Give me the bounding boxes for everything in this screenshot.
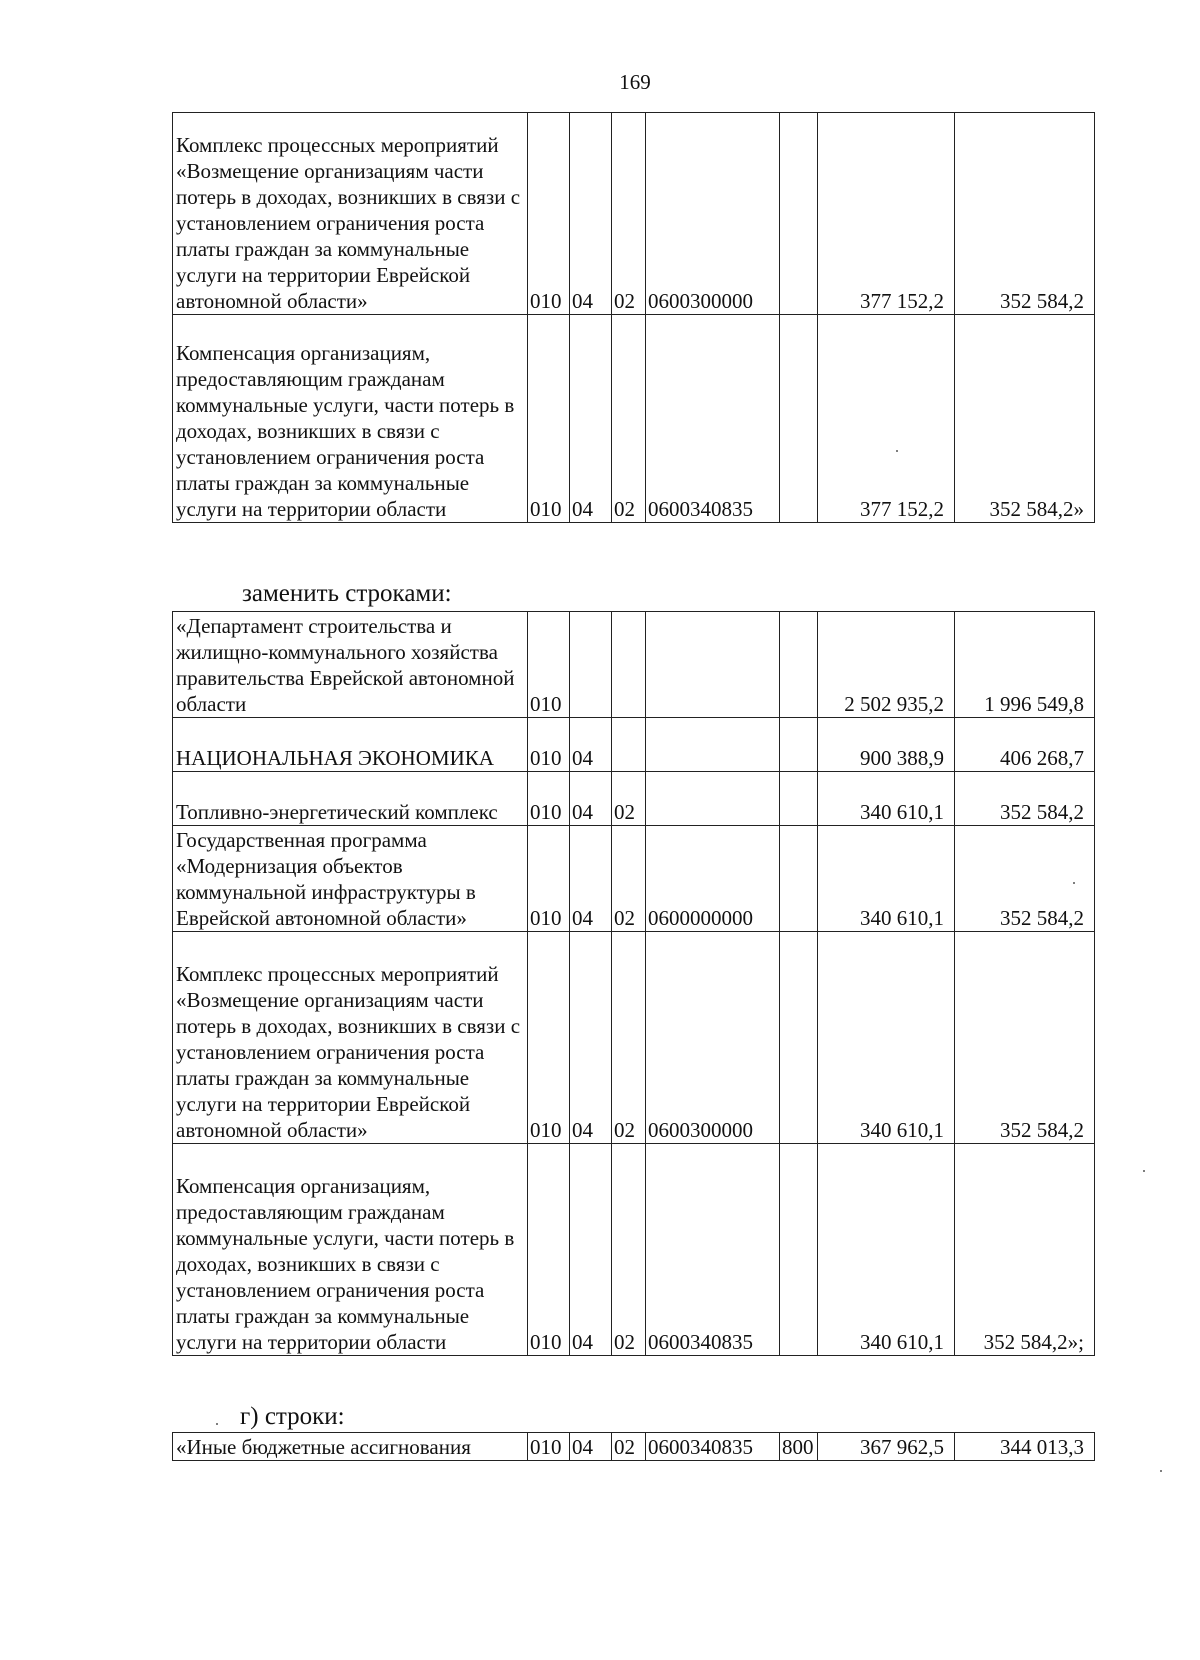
expense-type-code bbox=[780, 1144, 818, 1356]
row-name: Компенсация организациям, предоставляющим гражданам коммунальные услуги, части потерь в доходах, возникших в связи с установлением ограничения роста платы граждан за коммунальные услуги на территории области bbox=[173, 315, 528, 523]
target-article-code: 0600300000 bbox=[646, 932, 780, 1144]
subsection-code: 02 bbox=[612, 1144, 646, 1356]
amount-year-2: 352 584,2» bbox=[955, 315, 1095, 523]
section-code bbox=[570, 612, 612, 718]
replace-heading: заменить строками: bbox=[242, 580, 452, 607]
ministry-code: 010 bbox=[528, 315, 570, 523]
target-article-code bbox=[646, 612, 780, 718]
row-name: Комплекс процессных мероприятий «Возмещение организациям части потерь в доходах, возникших в связи с установлением ограничения роста платы граждан за коммунальные услуги на территории Еврейской автономной области» bbox=[173, 932, 528, 1144]
table-row bbox=[173, 1144, 1095, 1356]
amount-year-2: 352 584,2 bbox=[955, 772, 1095, 826]
amount-year-2: 352 584,2»; bbox=[955, 1144, 1095, 1356]
table-row bbox=[173, 612, 1095, 718]
section-code: 04 bbox=[570, 718, 612, 772]
row-name: «Иные бюджетные ассигнования bbox=[173, 1433, 528, 1461]
table-row bbox=[173, 315, 1095, 523]
amount-year-1: 377 152,2 bbox=[818, 113, 955, 315]
table-row bbox=[173, 932, 1095, 1144]
ministry-code: 010 bbox=[528, 1144, 570, 1356]
expense-type-code: 800 bbox=[780, 1433, 818, 1461]
amount-year-2: 406 268,7 bbox=[955, 718, 1095, 772]
ministry-code: 010 bbox=[528, 113, 570, 315]
amount-year-1: 340 610,1 bbox=[818, 932, 955, 1144]
target-article-code: 0600000000 bbox=[646, 826, 780, 932]
ministry-code: 010 bbox=[528, 772, 570, 826]
amount-year-1: 900 388,9 bbox=[818, 718, 955, 772]
page-number: 169 bbox=[619, 70, 651, 94]
table-row bbox=[173, 1433, 1095, 1461]
budget-table-replacement bbox=[172, 611, 1095, 1356]
amount-year-1: 340 610,1 bbox=[818, 826, 955, 932]
section-code: 04 bbox=[570, 772, 612, 826]
ministry-code: 010 bbox=[528, 718, 570, 772]
section-code: 04 bbox=[570, 315, 612, 523]
target-article-code: 0600340835 bbox=[646, 1144, 780, 1356]
ministry-code: 010 bbox=[528, 612, 570, 718]
target-article-code: 0600340835 bbox=[646, 315, 780, 523]
table-row bbox=[173, 718, 1095, 772]
scan-speck bbox=[1143, 1170, 1145, 1172]
subsection-code bbox=[612, 612, 646, 718]
row-name: Государственная программа «Модернизация объектов коммунальной инфраструктуры в Еврейской автономной области» bbox=[173, 826, 528, 932]
amount-year-1: 367 962,5 bbox=[818, 1433, 955, 1461]
amount-year-1: 2 502 935,2 bbox=[818, 612, 955, 718]
table-row bbox=[173, 113, 1095, 315]
row-name: Комплекс процессных мероприятий «Возмещение организациям части потерь в доходах, возникших в связи с установлением ограничения роста платы граждан за коммунальные услуги на территории Еврейской автономной области» bbox=[173, 113, 528, 315]
ministry-code: 010 bbox=[528, 826, 570, 932]
section-code: 04 bbox=[570, 932, 612, 1144]
ministry-code: 010 bbox=[528, 932, 570, 1144]
section-code: 04 bbox=[570, 1433, 612, 1461]
row-name: «Департамент строительства и жилищно-коммунального хозяйства правительства Еврейской автономной области bbox=[173, 612, 528, 718]
scan-speck bbox=[896, 450, 898, 452]
amount-year-2: 1 996 549,8 bbox=[955, 612, 1095, 718]
expense-type-code bbox=[780, 826, 818, 932]
amount-year-1: 377 152,2 bbox=[818, 315, 955, 523]
ministry-code: 010 bbox=[528, 1433, 570, 1461]
subsection-code: 02 bbox=[612, 315, 646, 523]
amount-year-2: 352 584,2 bbox=[955, 932, 1095, 1144]
scan-speck bbox=[1160, 1470, 1162, 1472]
row-name: Топливно-энергетический комплекс bbox=[173, 772, 528, 826]
budget-table-original bbox=[172, 112, 1095, 523]
table-row bbox=[173, 826, 1095, 932]
expense-type-code bbox=[780, 612, 818, 718]
target-article-code bbox=[646, 718, 780, 772]
subsection-code: 02 bbox=[612, 826, 646, 932]
expense-type-code bbox=[780, 718, 818, 772]
subsection-code bbox=[612, 718, 646, 772]
table-row bbox=[173, 772, 1095, 826]
amount-year-2: 344 013,3 bbox=[955, 1433, 1095, 1461]
row-name: НАЦИОНАЛЬНАЯ ЭКОНОМИКА bbox=[173, 718, 528, 772]
amount-year-1: 340 610,1 bbox=[818, 772, 955, 826]
target-article-code: 0600340835 bbox=[646, 1433, 780, 1461]
amount-year-2: 352 584,2 bbox=[955, 826, 1095, 932]
subsection-code: 02 bbox=[612, 1433, 646, 1461]
subsection-code: 02 bbox=[612, 113, 646, 315]
expense-type-code bbox=[780, 315, 818, 523]
lines-heading: г) строки: bbox=[240, 1403, 345, 1430]
section-code: 04 bbox=[570, 1144, 612, 1356]
budget-table-lines bbox=[172, 1432, 1095, 1461]
target-article-code bbox=[646, 772, 780, 826]
target-article-code: 0600300000 bbox=[646, 113, 780, 315]
amount-year-2: 352 584,2 bbox=[955, 113, 1095, 315]
section-code: 04 bbox=[570, 826, 612, 932]
expense-type-code bbox=[780, 932, 818, 1144]
subsection-code: 02 bbox=[612, 772, 646, 826]
section-code: 04 bbox=[570, 113, 612, 315]
scan-speck bbox=[216, 1423, 218, 1425]
row-name: Компенсация организациям, предоставляющим гражданам коммунальные услуги, части потерь в доходах, возникших в связи с установлением ограничения роста платы граждан за коммунальные услуги на территории области bbox=[173, 1144, 528, 1356]
scan-speck bbox=[1073, 882, 1075, 884]
expense-type-code bbox=[780, 772, 818, 826]
amount-year-1: 340 610,1 bbox=[818, 1144, 955, 1356]
subsection-code: 02 bbox=[612, 932, 646, 1144]
expense-type-code bbox=[780, 113, 818, 315]
